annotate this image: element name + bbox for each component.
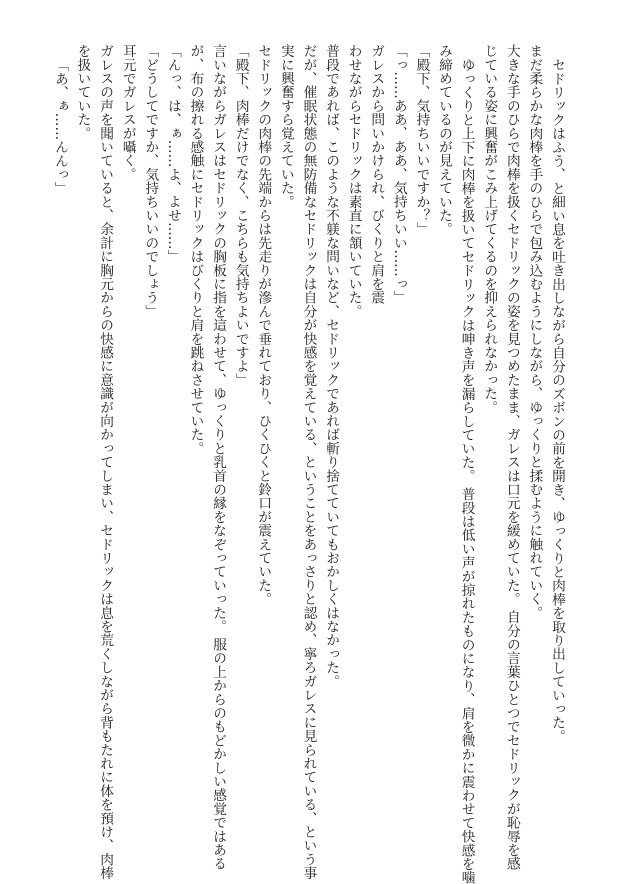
text-line: わせながらセドリックは素直に頷いていた。 bbox=[345, 44, 362, 318]
text-line: じている姿に興奮がこみ上げてくるのを抑えられなかった。 bbox=[481, 44, 498, 414]
text-line: セドリックの肉棒の先端からは先走りが滲んで垂れており、ひくひくと鈴口が震えていた。 bbox=[255, 44, 272, 606]
text-line: セドリックはふう、と細い息を吐き出しながら自分のズボンの前を開き、ゆっくりと肉棒を取り出していった。 bbox=[549, 57, 565, 743]
dialogue-line: 「殿下、肉棒だけでなく、こちらも気持ちよいですよ」 bbox=[232, 44, 249, 387]
text-line: まだ柔らかな肉棒を手のひらで包み込むようにしながら、ゆっくりと揉むように触れていく。 bbox=[526, 44, 543, 620]
text-line: を扱いていた。 bbox=[74, 44, 91, 140]
dialogue-line: 「んっ、は、ぁ……よ、よせ……」 bbox=[164, 44, 181, 264]
text-line: ゆっくりと上下に肉棒を扱いてセドリックは呻き声を漏らしていた。 普段は低い声が掠れたものになり、肩を微かに震わせて快感を噛 bbox=[458, 57, 475, 884]
text-line: 大きな手のひらで肉棒を扱くセドリックの姿を見つめたまま、ガレスは口元を緩めていた。 自分の言葉ひとつでセドリックが恥辱を感 bbox=[503, 44, 520, 871]
dialogue-line: 「あ、ぁ……んんっ」 bbox=[51, 57, 68, 195]
text-line: ガレスの声を聞いていると、余計に胸元からの快感に意識が向かってしまい、セドリックは息を荒くしながら背もたれに体を預け、肉棒 bbox=[97, 44, 114, 880]
text-line: 言いながらガレスはセドリックの胸板に指を這わせて、ゆっくりと乳首の縁をなぞっていった。 服の上からのもどかしい感覚ではある bbox=[210, 44, 227, 871]
text-line: 耳元でガレスが囁く。 bbox=[119, 44, 136, 181]
text-line: だが、催眠状態の無防備なセドリックは自分が快感を覚えている、ということをあっさりと認め、寧ろガレスに見られている、という事 bbox=[300, 44, 317, 880]
text-line: 実に興奮すら覚えていた。 bbox=[277, 44, 294, 209]
vertical-text-body bbox=[51, 44, 568, 884]
dialogue-line: 「っ……ああ、ああ、気持ちいい……っ」 bbox=[390, 44, 407, 305]
dialogue-line: 「殿下、気持ちいいですか？」 bbox=[413, 44, 430, 236]
text-line: が、布の擦れる感触にセドリックはびくりと肩を跳ねさせていた。 bbox=[187, 44, 204, 455]
text-line: ガレスから問いかけられ、びくりと肩を震 bbox=[368, 44, 385, 305]
dialogue-line: 「どうしてですか、気持ちいいのでしょう」 bbox=[142, 44, 159, 318]
text-line: 普段であれば、このような不躾な問いなど、セドリックであれば斬り捨てていてもおかしくはなかった。 bbox=[323, 44, 340, 688]
text-line: み締めているのが見えていた。 bbox=[436, 44, 453, 236]
